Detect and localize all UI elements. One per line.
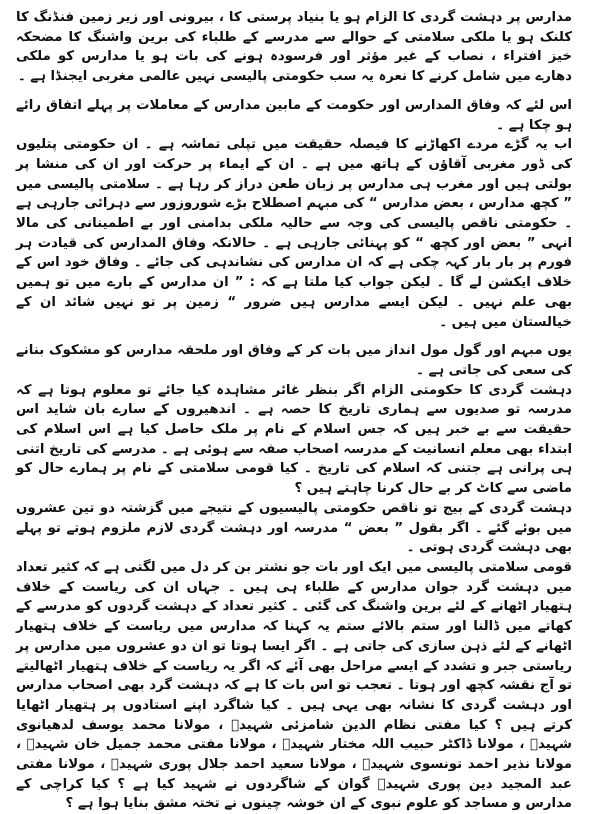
- paragraph-5: دہشت گردی کا حکومتی الزام اگر بنظر غائر مشاہدہ کیا جائے تو معلوم ہوتا ہے کہ مدرسہ تو صدیوں سے ہماری تاریخ کا حصہ ہے ۔ اندھیروں کے سارے بان شاید اس حقیقت سے بے خبر ہیں کہ جس اسلام کے نام پر ملک حاصل کیا ہے اس اسلام کی ابتداء بھی معلم انسانیت کے مدرسہ اصحاب صفہ سے ہوئی ہے ۔ مدرسے کی تاریخ اتنی ہی پرانی ہے جتنی کہ اسلام کی تاریخ ۔ کیا قومی سلامتی کے نام پر ہمارے حال کو ماضی سے کاٹ کر بے حال کرنا چاہتے ہیں ؟: [16, 382, 572, 497]
- paragraph-1: مدارس پر دہشت گردی کا الزام ہو یا بنیاد پرستی کا ، بیرونی اور زیر زمین فنڈنگ کا کلنک ہو یا ملکی سلامتی کے حوالے سے مدرسے کے طلباء کی برین واشنگ کا مضحکہ خیز افتراء ، نصاب کے غیر مؤثر اور فرسودہ ہونے کی بات ہو یا مدارس کو ملکی دھارے میں شامل کرنے کا نعرہ یہ سب حکومتی پالیسی نہیں عالمی مغربی ایجنڈا ہے ۔: [16, 10, 572, 85]
- paragraph-2: اس لئے کہ وفاق المدارس اور حکومت کے مابین مدارس کے معاملات پر پہلے اتفاق رائے ہو چکا ہے ۔: [16, 97, 572, 133]
- paragraph-3: اب یہ گڑے مردے اکھاڑنے کا فیصلہ حقیقت میں تپلی تماشہ ہے ۔ ان حکومتی پتلیوں کی ڈور مغربی آقاؤں کے ہاتھ میں ہے ۔ ان کے ایماء پر حرکت اور ان کی منشا پر بولتی ہیں اور مغرب ہی مدارس پر زبان طعن دراز کر رہا ہے ۔ سلامتی پالیسی میں ” کچھ مدارس ، بعض مدارس “ کی مبہم اصطلاح بڑے شوروزور سے دہرائی جارہی ہے ۔ حکومتی ناقص پالیسی کی وجہ سے حالیہ ملکی بدامنی اور بے اطمینانی کی مالا انہی ” بعض اور کچھ “ کو پہنائی جارہی ہے ۔ حالانکہ وفاق المدارس کی قیادت ہر فورم پر بار بار کہہ چکی ہے کہ ان مدارس کی نشاندہی کی جائے ۔ وفاق خود اس کے خلاف ایکشن لے گا ۔ لیکن جواب کیا ملتا ہے کہ : ” ان مدارس کے بارے میں تو ہمیں بھی علم نہیں ۔ لیکن ایسے مدارس ہیں ضرور “ زمین پر تو نہیں شائد ان کے خیالستان میں ہیں ۔: [16, 137, 572, 330]
- paragraph-4: یوں مبہم اور گول مول انداز میں بات کر کے وفاق اور ملحقہ مدارس کو مشکوک بنانے کی سعی کی جاتی ہے ۔: [16, 343, 572, 378]
- paragraph-6: دہشت گردی کے بیج تو ناقص حکومتی پالیسیوں کے نتیجے میں گزشتہ دو تین عشروں میں بوئے گئے ۔ اگر بقول ” بعض “ مدرسہ اور دہشت گردی لازم ملزوم ہوتے تو پہلے بھی دہشت گردی ہوتی ۔: [16, 500, 572, 556]
- paragraph-7: قومی سلامتی پالیسی میں ایک اور بات جو نشتر بن کر دل میں لگتی ہے کہ کثیر تعداد میں دہشت گرد جوان مدارس کے طلباء ہی ہیں ۔ جہاں ان کی ریاست کے خلاف ہتھیار اٹھانے کے لئے برین واشنگ کی گئی ۔ کثیر تعداد کے دہشت گردوں کو مدرسے کے کھاتے میں ڈالنا اور ستم بالائے ستم یہ کہنا کہ مدارس میں ریاست کے خلاف ہتھیار اٹھانے کے لئے ذہن سازی کی جاتی ہے ۔ اگر ایسا ہوتا تو ان دو عشروں میں مدارس پر ریاستی جبر و تشدد کے ایسے مراحل بھی آئے کہ اگر یہ ریاست کے خلاف ہتھیار اٹھالیتے تو آج نقشہ کچھ اور ہوتا ۔ تعجب تو اس بات کا ہے کہ دہشت گرد بھی اصحاب مدارس اور دہشت گردی کا نشانہ بھی یہی ہیں ۔ کیا شاگرد اپنے استادوں پر ہتھیار اٹھایا کرتے ہیں ؟ کیا مفتی نظام الدین شامزئی شہیدؒ ، مولانا محمد یوسف لدھیانوی شہیدؒ ، مولانا ڈاکٹر حبیب اللہ مختار شہیدؒ ، مولانا مفتی محمد جمیل خان شہیدؒ ، مولانا نذیر احمد تونسوی شہیدؒ ، مولانا سعید احمد جلال پوری شہیدؒ ، مولانا مفتی عبد المجید دین پوری شہیدؒ گوان کے شاگردوں نے شہید کیا ہے ؟ کیا کراچی کے مدارس و مساجد کو علوم نبوی کے ان خوشہ چینوں نے تختہ مشق بنایا ہوا ہے ؟: [16, 559, 572, 812]
